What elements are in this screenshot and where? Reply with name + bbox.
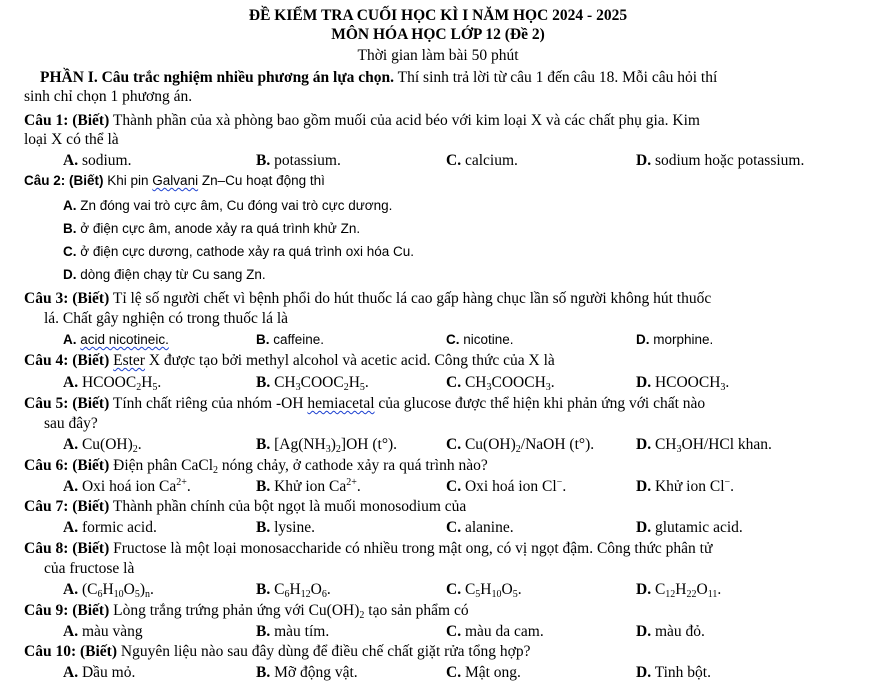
q5-label: Câu 5: (Biết) bbox=[24, 395, 110, 412]
q4-option-b[interactable]: B. $CH_3COOC_2H_5$. bbox=[256, 374, 369, 393]
q1-option-d[interactable]: D. sodium hoặc potassium. bbox=[636, 152, 805, 169]
q10-option-b-text: Mỡ động vật. bbox=[274, 664, 358, 681]
q9-option-d[interactable]: D. màu đỏ. bbox=[636, 623, 705, 640]
q6-option-a-text: Oxi hoá ion Ca bbox=[81, 478, 177, 495]
q7-option-b[interactable]: B. lysine. bbox=[256, 519, 315, 536]
q6-option-c-text: Oxi hoá ion Cl bbox=[464, 478, 557, 495]
q3-option-a-text: acid nicotineic. bbox=[80, 332, 169, 347]
q2-text-post: Zn–Cu hoạt động thì bbox=[198, 173, 325, 188]
q1-option-c-text: calcium. bbox=[464, 152, 518, 169]
q2-option-a[interactable]: A. Zn đóng vai trò cực âm, Cu đóng vai trò cực dương. bbox=[63, 198, 393, 213]
part1-heading: PHẦN I. Câu trắc nghiệm nhiều phương án lựa chọn. bbox=[40, 69, 395, 86]
q2-text-galvani: Galvani bbox=[152, 173, 199, 188]
q3-option-c-text: nicotine. bbox=[463, 332, 514, 347]
question-3 bbox=[24, 290, 711, 308]
question-5 bbox=[24, 395, 705, 413]
q2-label: Câu 2: (Biết) bbox=[24, 173, 104, 188]
q10-text: Nguyên liệu nào sau đây dùng để điều chế chất giặt rửa tổng hợp? bbox=[117, 643, 531, 660]
q8-label: Câu 8: (Biết) bbox=[24, 540, 110, 557]
q3-text-cont: lá. Chất gây nghiện có trong thuốc lá là bbox=[44, 310, 289, 327]
q7-label: Câu 7: (Biết) bbox=[24, 498, 110, 515]
question-9: Câu 9: (Biết) Lòng trắng trứng phản ứng với $Cu(OH)_2$ tạo sản phẩm có bbox=[24, 602, 469, 621]
q2-option-c-text: ở điện cực dương, cathode xảy ra quá trình oxi hóa Cu. bbox=[80, 244, 414, 259]
q3-option-d[interactable]: D. morphine. bbox=[636, 332, 714, 347]
q9-option-d-text: màu đỏ. bbox=[654, 623, 705, 640]
q6-text-pre: Điện phân CaCl bbox=[109, 457, 213, 474]
q9-label: Câu 9: (Biết) bbox=[24, 602, 110, 619]
q3-option-a[interactable]: A. acid nicotineic. bbox=[63, 332, 169, 347]
q8-text: Fructose là một loại monosaccharide có nhiều trong mật ong, có vị ngọt đậm. Công thức phân tử bbox=[109, 540, 713, 557]
q1-option-d-text: sodium hoặc potassium. bbox=[654, 152, 805, 169]
question-10 bbox=[24, 643, 530, 661]
q2-text-pre: Khi pin bbox=[103, 173, 153, 188]
question-7 bbox=[24, 498, 466, 516]
q10-option-d[interactable]: D. Tinh bột. bbox=[636, 664, 711, 681]
q9-text-post: tạo sản phẩm có bbox=[364, 602, 469, 619]
q7-option-d[interactable]: D. glutamic acid. bbox=[636, 519, 743, 536]
q3-label: Câu 3: (Biết) bbox=[24, 290, 110, 307]
q2-option-b[interactable]: B. ở điện cực âm, anode xảy ra quá trình khử Zn. bbox=[63, 221, 361, 236]
q1-option-a[interactable]: A. sodium. bbox=[63, 152, 132, 169]
q7-option-c-text: alanine. bbox=[464, 519, 514, 536]
q9-option-a[interactable]: A. màu vàng bbox=[63, 623, 143, 640]
q6-option-c[interactable]: C. Oxi hoá ion Cl−. bbox=[446, 477, 567, 495]
q3-text: Tỉ lệ số người chết vì bệnh phổi do hút thuốc lá cao gấp hàng chục lần số người không hút thuốc bbox=[109, 290, 712, 307]
q10-option-c-text: Mật ong. bbox=[464, 664, 521, 681]
q5-option-d[interactable]: D. $CH_3OH$/HCl khan. bbox=[636, 436, 772, 455]
q8-option-c[interactable]: C. $C_5H_{10}O_5$. bbox=[446, 581, 522, 600]
q1-text-cont: loại X có thể là bbox=[24, 131, 119, 148]
q8-option-a[interactable]: A. $(C_6H_{10}O_5)_n$. bbox=[63, 581, 154, 600]
q7-text: Thành phần chính của bột ngọt là muối monosodium của bbox=[109, 498, 467, 515]
q2-option-d-text: dòng điện chạy từ Cu sang Zn. bbox=[80, 267, 266, 282]
q5-option-a[interactable]: A. $Cu(OH)_2$. bbox=[63, 436, 142, 455]
q5-text-cont: sau đây? bbox=[44, 415, 98, 432]
question-2 bbox=[24, 172, 325, 190]
q1-text: Thành phần của xà phòng bao gồm muối của acid béo với kim loại X và các chất phụ gia. Kim bbox=[109, 112, 700, 129]
q10-option-d-text: Tinh bột. bbox=[654, 664, 711, 681]
q6-option-d-text: Khử ion Cl bbox=[654, 478, 725, 495]
q1-option-b-text: potassium. bbox=[274, 152, 341, 169]
exam-subtitle: MÔN HÓA HỌC LỚP 12 (Đề 2) bbox=[331, 26, 545, 43]
q10-option-a-text: Dầu mỏ. bbox=[81, 664, 136, 681]
q9-option-a-text: màu vàng bbox=[81, 623, 143, 640]
q1-option-b[interactable]: B. potassium. bbox=[256, 152, 341, 169]
q6-text-post: nóng chảy, ở cathode xảy ra quá trình nào? bbox=[218, 457, 488, 474]
q2-option-d[interactable]: D. dòng điện chạy từ Cu sang Zn. bbox=[63, 267, 266, 282]
q8-option-d[interactable]: D. $C_{12}H_{22}O_{11}$. bbox=[636, 581, 722, 600]
question-8 bbox=[24, 540, 712, 558]
q1-label: Câu 1: (Biết) bbox=[24, 112, 110, 129]
q7-option-c[interactable]: C. alanine. bbox=[446, 519, 514, 536]
q5-text-post: của glucose được thể hiện khi phản ứng với chất nào bbox=[374, 395, 706, 412]
q7-option-a-text: formic acid. bbox=[81, 519, 157, 536]
question-1 bbox=[24, 112, 700, 130]
q4-option-a[interactable]: A. $HCOOC_2H_5$. bbox=[63, 374, 162, 393]
q6-label: Câu 6: (Biết) bbox=[24, 457, 110, 474]
q3-option-b-text: caffeine. bbox=[273, 332, 325, 347]
q8-text-cont: của fructose là bbox=[44, 560, 135, 577]
part1-intro bbox=[40, 69, 717, 87]
exam-time: Thời gian làm bài 50 phút bbox=[357, 47, 519, 64]
q10-label: Câu 10: (Biết) bbox=[24, 643, 117, 660]
q9-text-pre: Lòng trắng trứng phản ứng với Cu(OH) bbox=[109, 602, 360, 619]
q2-option-a-text: Zn đóng vai trò cực âm, Cu đóng vai trò cực dương. bbox=[80, 198, 393, 213]
q10-option-a[interactable]: A. Dầu mỏ. bbox=[63, 664, 136, 681]
q6-option-b-text: Khử ion Ca bbox=[274, 478, 347, 495]
q5-text-hemiacetal: hemiacetal bbox=[307, 395, 375, 412]
exam-title: ĐỀ KIỂM TRA CUỐI HỌC KÌ I NĂM HỌC 2024 - 2025 bbox=[248, 7, 628, 24]
q7-option-d-text: glutamic acid. bbox=[654, 519, 743, 536]
q4-text-ester: Ester bbox=[113, 352, 145, 369]
q7-option-a[interactable]: A. formic acid. bbox=[63, 519, 157, 536]
q9-option-c-text: màu da cam. bbox=[464, 623, 544, 640]
part1-instruction: Thí sinh trả lời từ câu 1 đến câu 18. Mỗi câu hỏi thí bbox=[394, 69, 718, 86]
q2-option-c[interactable]: C. ở điện cực dương, cathode xảy ra quá trình oxi hóa Cu. bbox=[63, 244, 414, 259]
q2-option-b-text: ở điện cực âm, anode xảy ra quá trình khử Zn. bbox=[80, 221, 361, 236]
question-6: Câu 6: (Biết) Điện phân CaCl$_2$ nóng chảy, ở cathode xảy ra quá trình nào? bbox=[24, 457, 488, 476]
part1-instruction-cont: sinh chỉ chọn 1 phương án. bbox=[24, 88, 193, 105]
q4-label: Câu 4: (Biết) bbox=[24, 352, 110, 369]
q7-option-b-text: lysine. bbox=[274, 519, 315, 536]
q5-option-b[interactable]: B. $[Ag(NH_3)_2]OH$ (t°). bbox=[256, 436, 398, 455]
q4-option-d[interactable]: D. $HCOOCH_3$. bbox=[636, 374, 730, 393]
question-4 bbox=[24, 352, 555, 370]
q6-option-a[interactable]: A. Oxi hoá ion $Ca^{2+}$. bbox=[63, 477, 191, 495]
q8-option-b[interactable]: B. $C_6H_{12}O_6$. bbox=[256, 581, 331, 600]
q3-option-c[interactable]: C. nicotine. bbox=[446, 332, 514, 347]
q9-option-c[interactable]: C. màu da cam. bbox=[446, 623, 544, 640]
q9-option-b[interactable]: B. màu tím. bbox=[256, 623, 330, 640]
q6-option-d[interactable]: D. Khử ion Cl−. bbox=[636, 477, 735, 495]
q6-option-b[interactable]: B. Khử ion $Ca^{2+}$. bbox=[256, 477, 361, 495]
q3-option-b[interactable]: B. caffeine. bbox=[256, 332, 325, 347]
q10-option-b[interactable]: B. Mỡ động vật. bbox=[256, 664, 358, 681]
q5-option-c[interactable]: C. $Cu(OH)_2$/NaOH (t°). bbox=[446, 436, 595, 455]
q5-text-pre: Tính chất riêng của nhóm -OH bbox=[109, 395, 308, 412]
q4-text: X được tạo bởi methyl alcohol và acetic acid. Công thức của X là bbox=[144, 352, 555, 369]
q9-option-b-text: màu tím. bbox=[274, 623, 330, 640]
q4-option-c[interactable]: C. $CH_3COOCH_3$. bbox=[446, 374, 555, 393]
q1-option-c[interactable]: C. calcium. bbox=[446, 152, 518, 169]
q1-option-a-text: sodium. bbox=[81, 152, 132, 169]
q10-option-c[interactable]: C. Mật ong. bbox=[446, 664, 521, 681]
q3-option-d-text: morphine. bbox=[653, 332, 714, 347]
